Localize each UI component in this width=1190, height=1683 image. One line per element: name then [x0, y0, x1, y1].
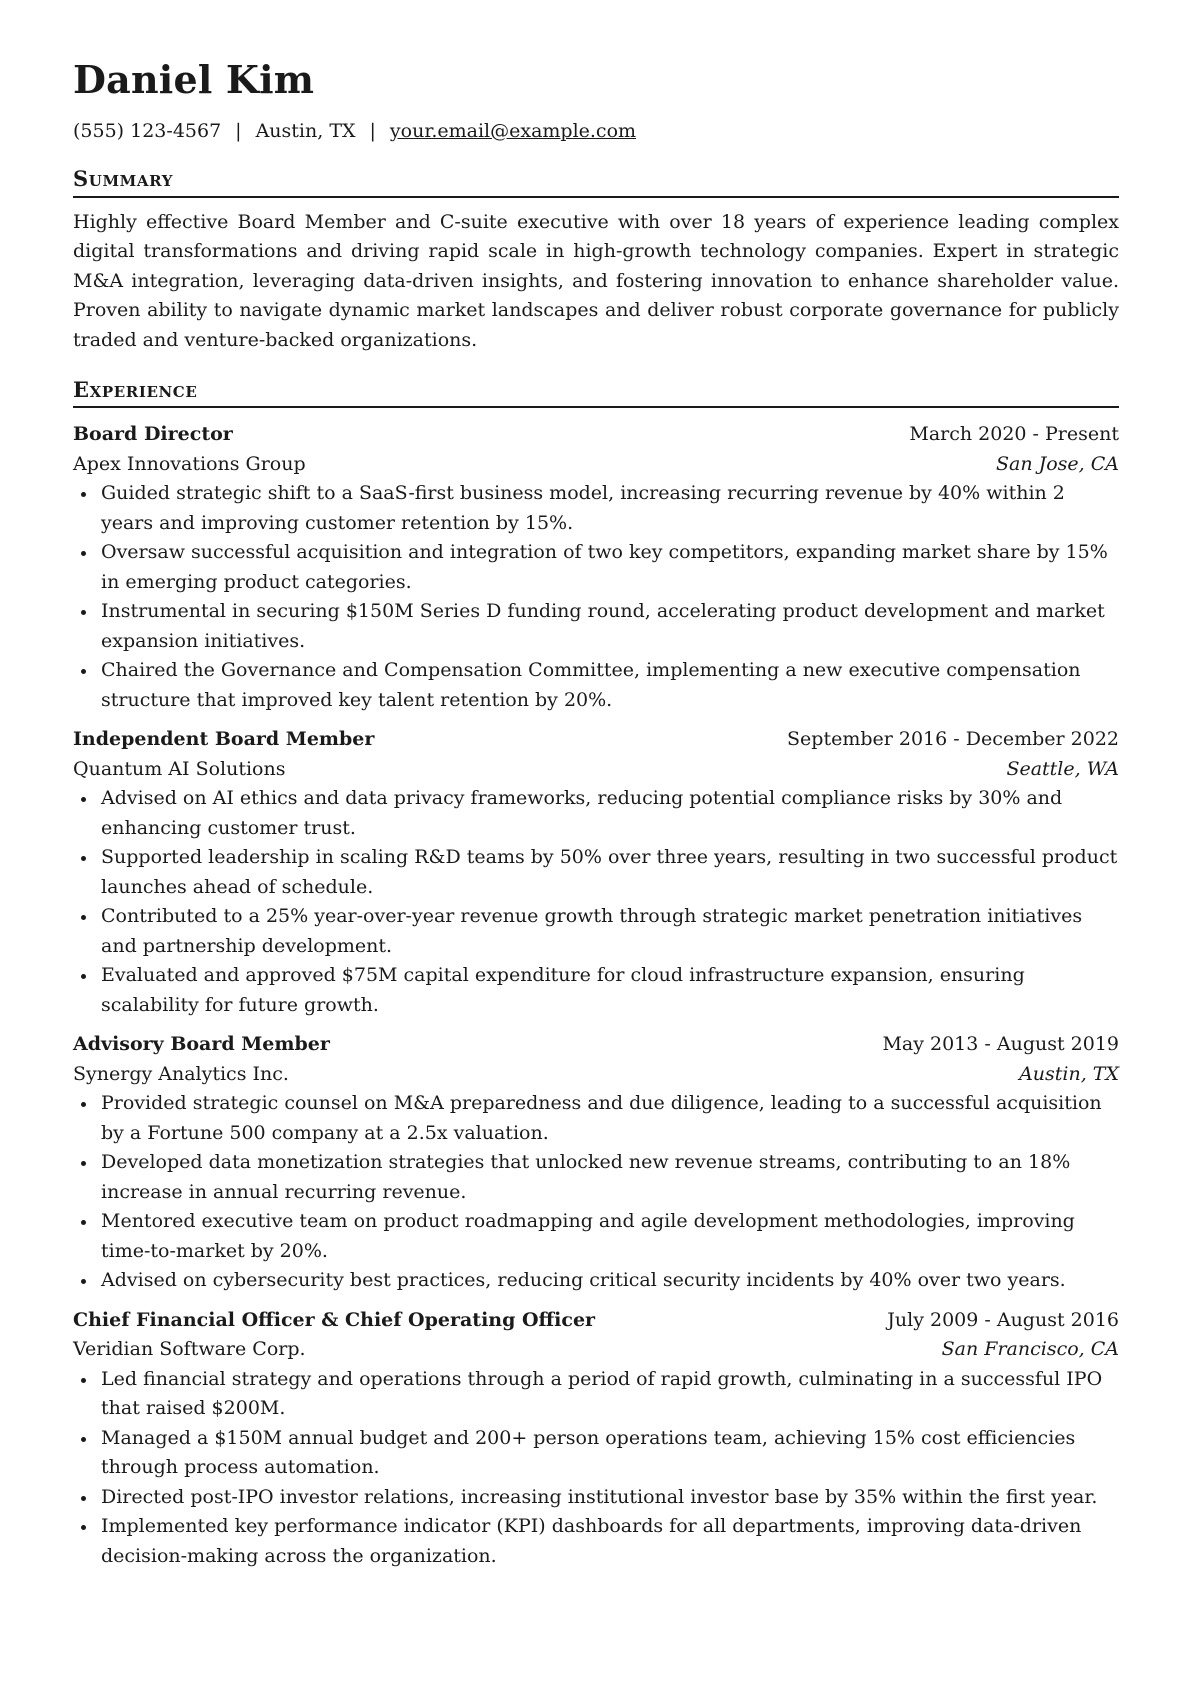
job-company: Synergy Analytics Inc. — [73, 1062, 289, 1085]
job-bullet-text: Advised on AI ethics and data privacy frameworks, reducing potential compliance risks by 30% and enhancing customer trust. — [101, 787, 1063, 839]
job-title: Board Director — [73, 423, 233, 446]
job-bullet — [73, 656, 1119, 715]
job-bullet-text: Advised on cybersecurity best practices, reducing critical security incidents by 40% over two years. — [101, 1269, 1066, 1292]
section-title-summary: Summary — [73, 166, 174, 192]
contact-email-link[interactable]: your.email@example.com — [389, 119, 637, 142]
job-bullet — [73, 538, 1119, 597]
job-bullet-text: Contributed to a 25% year-over-year revenue growth through strategic market penetration initiatives and partnership development. — [101, 905, 1083, 957]
job-bullet-text: Instrumental in securing $150M Series D funding round, accelerating product development and market expansion initiatives. — [101, 600, 1105, 652]
job-bullet — [73, 597, 1119, 656]
job-entry — [73, 725, 1119, 1020]
job-bullet — [73, 1207, 1119, 1266]
bullet-icon — [81, 1496, 86, 1501]
job-bullet-text: Provided strategic counsel on M&A preparedness and due diligence, leading to a successful acquisition by a Fortune 500 company at a 2.5x valuation. — [101, 1092, 1102, 1144]
job-subheader — [73, 450, 1119, 480]
job-bullet — [73, 902, 1119, 961]
job-bullet-text: Directed post-IPO investor relations, increasing institutional investor base by 35% within the first year. — [101, 1485, 1098, 1508]
job-location: San Francisco, CA — [941, 1338, 1119, 1361]
job-bullet-text: Oversaw successful acquisition and integration of two key competitors, expanding market share by 15% in emerging product categories. — [101, 541, 1108, 593]
job-header — [73, 1030, 1119, 1060]
job-bullet-list — [73, 1365, 1119, 1572]
contact-location: Austin, TX — [255, 119, 356, 142]
job-bullet — [73, 843, 1119, 902]
job-title: Advisory Board Member — [73, 1033, 330, 1056]
experience-section — [73, 377, 1119, 1571]
section-divider — [73, 406, 1119, 408]
bullet-icon — [81, 1378, 86, 1383]
job-location: Seattle, WA — [1006, 757, 1119, 780]
job-header — [73, 725, 1119, 755]
job-dates: May 2013 - August 2019 — [882, 1033, 1119, 1056]
job-bullet — [73, 961, 1119, 1020]
job-company: Veridian Software Corp. — [73, 1338, 306, 1361]
bullet-icon — [81, 974, 86, 979]
job-bullet-list — [73, 479, 1119, 715]
job-bullet-text: Led financial strategy and operations through a period of rapid growth, culminating in a successful IPO that raised $200M. — [101, 1367, 1103, 1420]
bullet-icon — [81, 669, 86, 674]
job-bullet-text: Evaluated and approved $75M capital expenditure for cloud infrastructure expansion, ensuring scalability for future growth. — [101, 964, 1025, 1016]
contact-separator: | — [369, 119, 376, 142]
job-company: Apex Innovations Group — [73, 452, 306, 475]
job-bullet — [73, 784, 1119, 843]
job-bullet-text: Chaired the Governance and Compensation Committee, implementing a new executive compensation structure that improved key talent retention by 20%. — [101, 659, 1081, 711]
job-location: Austin, TX — [1019, 1062, 1119, 1085]
job-bullet — [73, 1424, 1119, 1483]
bullet-icon — [81, 551, 86, 556]
contact-phone: (555) 123-4567 — [73, 119, 222, 142]
bullet-icon — [81, 1437, 86, 1442]
job-dates: March 2020 - Present — [909, 423, 1119, 446]
bullet-icon — [81, 1220, 86, 1225]
job-bullet — [73, 479, 1119, 538]
bullet-icon — [81, 856, 86, 861]
job-bullet-text: Developed data monetization strategies that unlocked new revenue streams, contributing to an 18% increase in annual recurring revenue. — [101, 1151, 1071, 1203]
bullet-icon — [81, 610, 86, 615]
bullet-icon — [81, 1525, 86, 1530]
job-bullet — [73, 1365, 1119, 1424]
job-company: Quantum AI Solutions — [73, 757, 286, 780]
contact-line — [73, 120, 1119, 143]
bullet-icon — [81, 492, 86, 497]
section-divider — [73, 196, 1119, 198]
job-title: Chief Financial Officer & Chief Operating Officer — [73, 1308, 596, 1331]
job-subheader — [73, 755, 1119, 785]
candidate-name: Daniel Kim — [73, 57, 315, 102]
job-title: Independent Board Member — [73, 728, 375, 751]
job-subheader — [73, 1060, 1119, 1090]
summary-text: Highly effective Board Member and C-suite executive with over 18 years of experience leading complex digital transformations and driving rapid scale in high-growth technology companies. Expert in strategic M&A integration, leveraging data-driven insights, and fostering innovation to enhance shareholder value. Proven ability to navigate dynamic market landscapes and deliver robust corporate governance for publicly traded and venture-backed organizations. — [73, 210, 1119, 351]
section-title-experience: Experience — [73, 377, 198, 403]
bullet-icon — [81, 1279, 86, 1284]
job-header — [73, 1306, 1119, 1336]
bullet-icon — [81, 1161, 86, 1166]
job-bullet-text: Mentored executive team on product roadmapping and agile development methodologies, improving time-to-market by 20%. — [101, 1210, 1075, 1262]
bullet-icon — [81, 797, 86, 802]
bullet-icon — [81, 1102, 86, 1107]
job-bullet — [73, 1512, 1119, 1571]
job-bullet-text: Supported leadership in scaling R&D teams by 50% over three years, resulting in two successful product launches ahead of schedule. — [101, 846, 1118, 898]
job-bullet-list — [73, 784, 1119, 1020]
job-bullet-text: Guided strategic shift to a SaaS-first business model, increasing recurring revenue by 40% within 2 years and improving customer retention by 15%. — [101, 482, 1065, 534]
job-entry — [73, 1030, 1119, 1296]
job-bullet — [73, 1483, 1119, 1513]
job-location: San Jose, CA — [995, 452, 1119, 475]
job-bullet-list — [73, 1089, 1119, 1296]
job-dates: September 2016 - December 2022 — [787, 728, 1119, 751]
job-bullet — [73, 1148, 1119, 1207]
summary-section — [73, 166, 1119, 355]
job-entry — [73, 1306, 1119, 1572]
job-dates: July 2009 - August 2016 — [887, 1308, 1119, 1331]
bullet-icon — [81, 915, 86, 920]
job-bullet — [73, 1266, 1119, 1296]
job-bullet-text: Implemented key performance indicator (KPI) dashboards for all departments, improving data-driven decision-making across the organization. — [101, 1515, 1082, 1567]
job-subheader — [73, 1335, 1119, 1365]
job-header — [73, 420, 1119, 450]
job-bullet-text: Managed a $150M annual budget and 200+ person operations team, achieving 15% cost efficiencies through process automation. — [101, 1426, 1076, 1479]
job-bullet — [73, 1089, 1119, 1148]
job-entry — [73, 420, 1119, 715]
contact-separator: | — [235, 119, 242, 142]
